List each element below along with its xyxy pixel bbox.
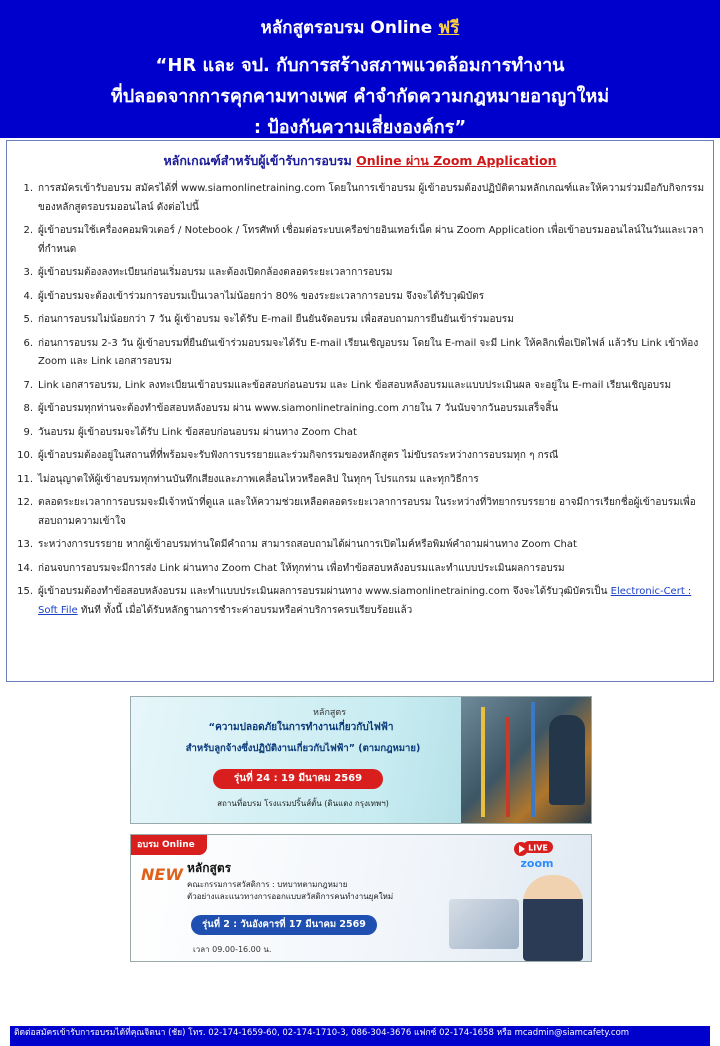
list-item: [7, 447, 713, 466]
list-item-text: วันอบรม ผู้เข้าอบรมจะได้รับ Link ข้อสอบก่อนอบรม ผ่านทาง Zoom Chat: [38, 426, 357, 438]
zoom-label: zoom: [520, 857, 554, 870]
session-date-badge: รุ่นที่ 2 : วันอังคารที่ 17 มีนาคม 2569: [191, 915, 377, 935]
session-date-badge: รุ่นที่ 24 : 19 มีนาคม 2569: [213, 769, 383, 789]
list-item-number: 12.: [17, 497, 33, 508]
online-training-badge: อบรม Online: [131, 835, 207, 855]
banner-description-line-1: คณะกรรมการสวัสดิการ : บทบาทตามกฎหมาย: [187, 880, 348, 889]
list-item-number: 9.: [23, 426, 33, 438]
list-item: [7, 311, 713, 330]
electrical-safety-course-banner[interactable]: [130, 696, 592, 824]
venue-text: สถานที่อบรม โรงแรมปริ้นส์ตั้น (ดินแดง กรุงเทพฯ): [217, 799, 389, 808]
list-item-text: ก่อนการอบรม 2-3 วัน ผู้เข้าอบรมที่ยืนยันเข้าร่วมอบรมจะได้รับ E-mail เรียนเชิญอบรม โดยใน E-mail จะมี Link ให้คลิกเพื่อเปิดไฟล์ แล้วรับ Link เข้าห้อง Zoom และ Link เอกสารอบรม: [38, 337, 699, 367]
list-item: [7, 471, 713, 490]
list-item-text: ก่อนจบการอบรมจะมีการส่ง Link ผ่านทาง Zoom Chat ให้ทุกท่าน เพื่อทำข้อสอบหลังอบรมและทำแบบประเมินผลการอบรม: [38, 562, 565, 574]
list-item: [7, 494, 713, 531]
list-item-text: ผู้เข้าอบรมจะต้องเข้าร่วมการอบรมเป็นเวลาไม่น้อยกว่า 80% ของระยะเวลาการอบรม จึงจะได้รับวุฒิบัตร: [38, 290, 485, 302]
rules-box: [6, 140, 714, 682]
list-item-text: ไม่อนุญาตให้ผู้เข้าอบรมทุกท่านบันทึกเสียงและภาพเคลื่อนไหวหรือคลิป ในทุกๆ โปรแกรม และทุกวิธีการ: [38, 473, 479, 485]
course-label: [0, 14, 720, 41]
wire-graphic: [531, 702, 535, 817]
banner-heading: หลักสูตร: [187, 861, 232, 875]
list-item-text: [38, 583, 705, 620]
list-item-number: 5.: [23, 314, 33, 325]
list-item-number: 1.: [23, 183, 33, 194]
meeting-photo: [449, 899, 519, 949]
list-item-number: 11.: [17, 473, 33, 485]
list-item-text: ระหว่างการบรรยาย หากผู้เข้าอบรมท่านใดมีคำถาม สามารถสอบถามได้ผ่านการเปิดไมค์หรือพิมพ์คำถามผ่านทาง Zoom Chat: [38, 539, 577, 550]
list-item-text: ผู้เข้าอบรมต้องลงทะเบียนก่อนเริ่มอบรม และต้องเปิดกล้องตลอดระยะเวลาการอบรม: [38, 267, 393, 278]
list-item-number: 3.: [23, 267, 33, 278]
session-time: เวลา 09.00-16.00 น.: [193, 945, 272, 954]
list-item-number: 8.: [23, 403, 33, 414]
worker-silhouette: [549, 715, 585, 805]
list-item-text: ผู้เข้าอบรมใช้เครื่องคอมพิวเตอร์ / Notebook / โทรศัพท์ เชื่อมต่อระบบเครือข่ายอินเทอร์เน็ต ผ่าน Zoom Application เพื่อเข้าอบรมออนไลน์ในวันและเวลาที่กำหนด: [38, 225, 704, 255]
list-item: [7, 335, 713, 372]
rules-heading-highlight: Online ผ่าน Zoom Application: [356, 153, 557, 168]
course-title-line-2: ที่ปลอดจากการคุกคามทางเพศ คำจำกัดความกฎหมายอาญาใหม่: [110, 86, 610, 107]
list-item-text: การสมัครเข้ารับอบรม สมัครได้ที่ www.siamonlinetraining.com โดยในการเข้าอบรม ผู้เข้าอบรมต้องปฏิบัติตามหลักเกณฑ์และให้ความร่วมมือกับกิจกรรมของหลักสูตรอบรมออนไลน์ ดังต่อไปนี้: [38, 183, 705, 213]
banner-description: [187, 879, 467, 903]
course-label-prefix: หลักสูตรอบรม Online: [260, 18, 433, 38]
course-title-line-3: : ป้องกันความเสี่ยงองค์กร”: [253, 117, 467, 138]
list-item: [7, 560, 713, 579]
contact-footer: ติดต่อสมัครเข้ารับการอบรมได้ที่คุณจิตนา (ชัย) โทร. 02-174-1659-60, 02-174-1710-3, 086-304-3676 แฟกซ์ 02-174-1658 หรือ mcadmin@siamcafety.com: [10, 1026, 710, 1046]
list-item-text: Link เอกสารอบรม, Link ลงทะเบียนเข้าอบรมและข้อสอบก่อนอบรม และ Link ข้อสอบหลังอบรมและแบบประเมินผล จะอยู่ใน E-mail เรียนเชิญอบรม: [38, 379, 672, 391]
list-item-text-main: ผู้เข้าอบรมต้องทำข้อสอบหลังอบรม และทำแบบประเมินผลการอบรมผ่านทาง www.siamonlinetraining.com จึงจะได้รับวุฒิบัตรเป็น: [38, 586, 608, 597]
electrician-photo: [461, 697, 591, 823]
list-item-number: 13.: [17, 539, 33, 550]
rules-list: [7, 180, 713, 620]
banner-description-line-2: ตัวอย่างและแนวทางการออกแบบสวัสดิการคนทำงานยุคใหม่: [187, 892, 394, 901]
list-item-number: 10.: [17, 450, 33, 461]
welfare-committee-course-banner[interactable]: [130, 834, 592, 962]
list-item: [7, 180, 713, 217]
list-item-text: ผู้เข้าอบรมทุกท่านจะต้องทำข้อสอบหลังอบรม ผ่าน www.siamonlinetraining.com ภายใน 7 วันนับจากวันอบรมเสร็จสิ้น: [38, 403, 559, 414]
list-item: [7, 583, 713, 620]
wire-graphic: [481, 707, 485, 817]
rules-heading-prefix: หลักเกณฑ์สำหรับผู้เข้ารับการอบรม: [163, 153, 352, 168]
electronic-cert-link[interactable]: Electronic-Cert : Soft File: [38, 586, 692, 616]
list-item-number: 6.: [23, 337, 33, 349]
presenter-photo: [523, 875, 583, 961]
list-item-number: 4.: [23, 290, 33, 302]
list-item: [7, 264, 713, 283]
list-item: [7, 377, 713, 396]
list-item: [7, 400, 713, 419]
free-badge: ฟรี: [438, 18, 460, 38]
live-label: LIVE: [528, 843, 548, 853]
course-title: [0, 50, 720, 143]
banner-title: “ความปลอดภัยในการทำงานเกี่ยวกับไฟฟ้า: [208, 722, 394, 733]
rules-heading: [7, 151, 713, 171]
list-item-number: 14.: [17, 562, 33, 574]
list-item-text: ตลอดระยะเวลาการอบรมจะมีเจ้าหน้าที่ดูแล และให้ความช่วยเหลือตลอดระยะเวลาการอบรม ในระหว่างที่วิทยากรบรรยาย อาจมีการเรียกชื่อผู้เข้าอบรมเพื่อสอบถามความเข้าใจ: [38, 497, 696, 527]
zoom-live-icon: [513, 841, 557, 871]
course-title-line-1: “HR และ จป. กับการสร้างสภาพแวดล้อมการทำงาน: [155, 55, 565, 76]
list-item-text: ก่อนการอบรมไม่น้อยกว่า 7 วัน ผู้เข้าอบรม จะได้รับ E-mail ยืนยันจัดอบรม เพื่อสอบถามการยืนยันเข้าร่วมอบรม: [38, 314, 514, 325]
list-item-number: 15.: [17, 586, 33, 597]
list-item-number: 7.: [23, 379, 33, 391]
list-item: [7, 222, 713, 259]
list-item-number: 2.: [23, 225, 33, 236]
course-header: [0, 0, 720, 138]
new-badge: NEW: [141, 865, 183, 884]
list-item: [7, 424, 713, 443]
list-item: [7, 536, 713, 555]
banner-subtitle: สำหรับลูกจ้างซึ่งปฏิบัติงานเกี่ยวกับไฟฟ้า” (ตามกฎหมาย): [185, 743, 421, 754]
list-item: [7, 288, 713, 307]
list-item-text: ผู้เข้าอบรมต้องอยู่ในสถานที่ที่พร้อมจะรับฟังการบรรยายและร่วมกิจกรรมของหลักสูตร ไม่ขับรถระหว่างการอบรมทุก ๆ กรณี: [38, 450, 559, 461]
list-item-text-tail: ทันที ทั้งนี้ เมื่อได้รับหลักฐานการชำระค่าอบรมหรือค่าบริการครบเรียบร้อยแล้ว: [77, 604, 413, 616]
wire-graphic: [506, 717, 510, 817]
banner-tag: หลักสูตร: [313, 708, 347, 718]
